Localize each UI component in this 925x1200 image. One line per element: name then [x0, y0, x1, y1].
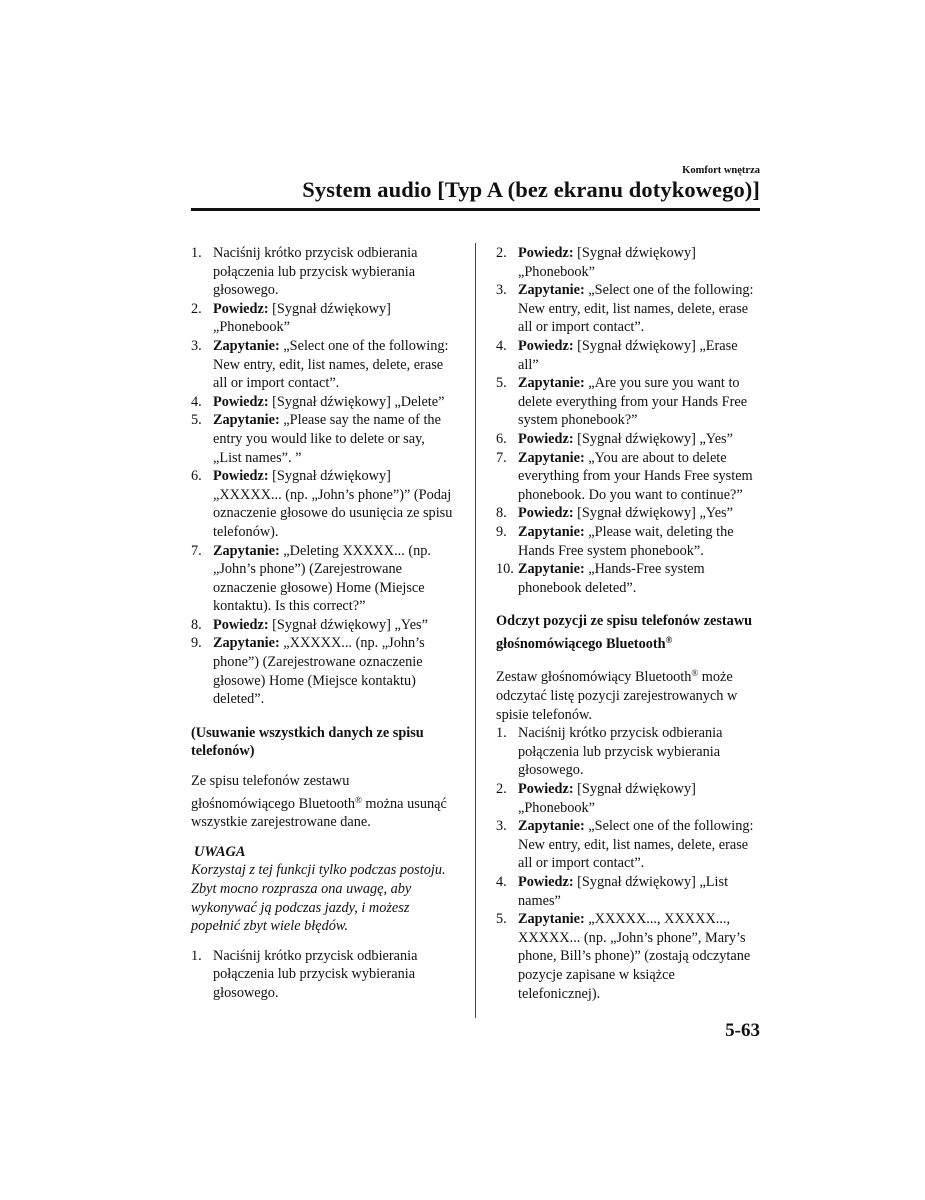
- step-item: [496, 724, 758, 780]
- right-paragraph-text-a: Zestaw głośnomówiący Bluetooth: [496, 669, 692, 686]
- step-number: 2.: [496, 245, 507, 261]
- step-number: 4.: [496, 337, 507, 354]
- left-paragraph-sup: ®: [355, 794, 362, 805]
- step-item: [496, 873, 758, 910]
- step-text: [Sygnał dźwiękowy] „Delete”: [268, 393, 445, 410]
- step-text: „Select one of the following: New entry, edit, list names, delete, erase all or import contact”.: [213, 337, 449, 392]
- step-keyword: Zapytanie:: [213, 412, 280, 429]
- step-number: 3.: [496, 818, 507, 835]
- step-keyword: Zapytanie:: [518, 375, 585, 392]
- step-text: [Sygnał dźwiękowy] „List names”: [518, 874, 729, 909]
- step-keyword: Powiedz:: [213, 468, 269, 485]
- left-subheading: (Usuwanie wszystkich danych ze spisu telefonów): [191, 724, 424, 760]
- step-number: 2.: [191, 300, 202, 317]
- note-title: UWAGA: [194, 843, 246, 860]
- step-text: „Are you sure you want to delete everything from your Hands Free system phonebook?”: [518, 375, 748, 429]
- step-text: [Sygnał dźwiękowy] „Phonebook”: [518, 245, 696, 280]
- step-number: 1.: [496, 725, 507, 742]
- step-number: 4.: [496, 874, 507, 890]
- step-item: [496, 244, 758, 281]
- left-steps-list-b: [191, 947, 453, 1003]
- step-text: Naciśnij krótko przycisk odbierania połączenia lub przycisk wybierania głosowego.: [213, 245, 418, 299]
- step-text: [Sygnał dźwiękowy] „Phonebook”: [518, 781, 696, 816]
- step-item: [191, 393, 453, 412]
- step-keyword: Zapytanie:: [518, 911, 585, 928]
- left-column: [191, 244, 453, 1003]
- left-steps-list-a: [191, 244, 453, 709]
- step-keyword: Zapytanie:: [518, 523, 585, 540]
- section-label: Komfort wnętrza: [682, 165, 760, 176]
- step-text: [Sygnał dźwiękowy] „Yes”: [268, 616, 428, 633]
- step-keyword: Powiedz:: [518, 505, 574, 522]
- step-item: [191, 300, 453, 337]
- step-item: [191, 542, 453, 616]
- step-text: „XXXXX... (np. „John’s phone”) (Zarejestrowane oznaczenie głosowe) Home (Miejsce kontaktu) deleted”.: [213, 635, 425, 708]
- step-item: [191, 947, 453, 1003]
- step-item: [496, 337, 758, 374]
- step-item: [496, 430, 758, 449]
- step-number: 4.: [191, 393, 202, 410]
- step-item: [496, 281, 758, 337]
- step-item: [496, 780, 758, 817]
- step-text: „Hands-Free system phonebook deleted”.: [518, 561, 705, 596]
- left-paragraph-text-b: można usunąć wszystkie zarejestrowane dane.: [191, 795, 447, 831]
- step-item: [496, 817, 758, 873]
- page-number: 5-63: [725, 1020, 760, 1041]
- step-number: 9.: [496, 523, 507, 540]
- step-item: [496, 560, 758, 597]
- step-item: [191, 634, 453, 708]
- title-rule: [191, 208, 760, 211]
- step-item: [191, 337, 453, 393]
- step-item: [191, 411, 453, 467]
- left-paragraph: [191, 772, 453, 832]
- step-text: „You are about to delete everything from your Hands Free system phonebook. Do you want to continue?”: [518, 449, 753, 503]
- left-paragraph-text-a: Ze spisu telefonów zestawu głośnomówiącego Bluetooth: [191, 773, 355, 812]
- step-number: 3.: [191, 337, 202, 354]
- step-text: [Sygnał dźwiękowy] „Phonebook”: [213, 300, 391, 336]
- step-text: [Sygnał dźwiękowy] „Yes”: [573, 430, 733, 447]
- step-text: „Select one of the following: New entry, edit, list names, delete, erase all or import contact”.: [518, 282, 754, 336]
- step-keyword: Powiedz:: [213, 300, 269, 317]
- step-keyword: Powiedz:: [213, 393, 269, 410]
- note-text: Korzystaj z tej funkcji tylko podczas postoju. Zbyt mocno rozprasza ona uwagę, aby wykonywać ją podczas jazdy, i możesz popełnić zbyt wiele błędów.: [191, 862, 446, 935]
- step-keyword: Zapytanie:: [518, 818, 585, 835]
- step-number: 1.: [191, 947, 202, 964]
- step-text: [Sygnał dźwiękowy] „XXXXX... (np. „John’s phone”)” (Podaj oznaczenie głosowe do usunięcia ze spisu telefonów).: [213, 468, 453, 540]
- page-title: System audio [Typ A (bez ekranu dotykowego)]: [302, 177, 760, 202]
- step-keyword: Powiedz:: [518, 245, 574, 261]
- step-keyword: Zapytanie:: [518, 449, 585, 466]
- step-item: [191, 244, 453, 300]
- step-text: [Sygnał dźwiękowy] „Yes”: [573, 505, 733, 522]
- step-number: 8.: [191, 616, 202, 633]
- step-number: 3.: [496, 282, 507, 299]
- right-paragraph-sup: ®: [691, 668, 699, 679]
- right-steps-list-a: [496, 244, 758, 597]
- step-number: 9.: [191, 635, 202, 652]
- step-keyword: Zapytanie:: [213, 542, 280, 559]
- step-item: [191, 467, 453, 541]
- step-keyword: Powiedz:: [518, 430, 574, 447]
- right-subheading-sup: ®: [665, 634, 673, 645]
- step-item: [496, 504, 758, 523]
- right-paragraph-text-b: może odczytać listę pozycji zarejestrowanych w spisie telefonów.: [496, 669, 738, 723]
- right-paragraph: [496, 664, 758, 724]
- right-subheading: [496, 612, 758, 653]
- step-item: [191, 616, 453, 635]
- step-text: „Select one of the following: New entry, edit, list names, delete, erase all or import contact”.: [518, 818, 754, 872]
- step-keyword: Zapytanie:: [213, 337, 280, 354]
- step-keyword: Zapytanie:: [213, 635, 280, 652]
- step-number: 2.: [496, 781, 507, 798]
- step-item: [496, 374, 758, 430]
- step-text: „XXXXX..., XXXXX..., XXXXX... (np. „John’s phone”, Mary’s phone, Bill’s phone)” (zostają odczytane pozycje zapisane w książce telefonicznej).: [518, 911, 751, 1002]
- step-keyword: Zapytanie:: [518, 561, 585, 578]
- step-text: [Sygnał dźwiękowy] „Erase all”: [518, 337, 738, 373]
- step-number: 10.: [496, 561, 514, 578]
- column-divider: [475, 243, 476, 1018]
- step-text: „Deleting XXXXX... (np. „John’s phone”) (Zarejestrowane oznaczenie głosowe) Home (Miejsce kontaktu). Is this correct?”: [213, 542, 432, 615]
- right-column: [496, 244, 758, 1003]
- right-subheading-text: Odczyt pozycji ze spisu telefonów zestawu głośnomówiącego Bluetooth: [496, 613, 753, 652]
- step-keyword: Powiedz:: [213, 616, 269, 633]
- step-number: 5.: [191, 412, 202, 429]
- step-number: 5.: [496, 911, 507, 928]
- step-keyword: Powiedz:: [518, 874, 574, 890]
- step-text: Naciśnij krótko przycisk odbierania połączenia lub przycisk wybierania głosowego.: [518, 725, 723, 779]
- step-item: [496, 523, 758, 560]
- step-number: 7.: [496, 449, 507, 466]
- step-number: 1.: [191, 245, 202, 261]
- step-number: 6.: [496, 430, 507, 447]
- step-number: 6.: [191, 468, 202, 485]
- step-item: [496, 910, 758, 1003]
- step-number: 8.: [496, 505, 507, 522]
- step-item: [496, 449, 758, 505]
- step-text: Naciśnij krótko przycisk odbierania połączenia lub przycisk wybierania głosowego.: [213, 947, 418, 1001]
- step-keyword: Powiedz:: [518, 337, 574, 354]
- step-keyword: Powiedz:: [518, 781, 574, 798]
- right-steps-list-b: [496, 724, 758, 1003]
- step-text: „Please say the name of the entry you would like to delete or say, „List names”. ”: [213, 412, 441, 466]
- step-number: 5.: [496, 375, 507, 392]
- step-number: 7.: [191, 542, 202, 559]
- step-text: „Please wait, deleting the Hands Free system phonebook”.: [518, 523, 734, 559]
- step-keyword: Zapytanie:: [518, 282, 585, 299]
